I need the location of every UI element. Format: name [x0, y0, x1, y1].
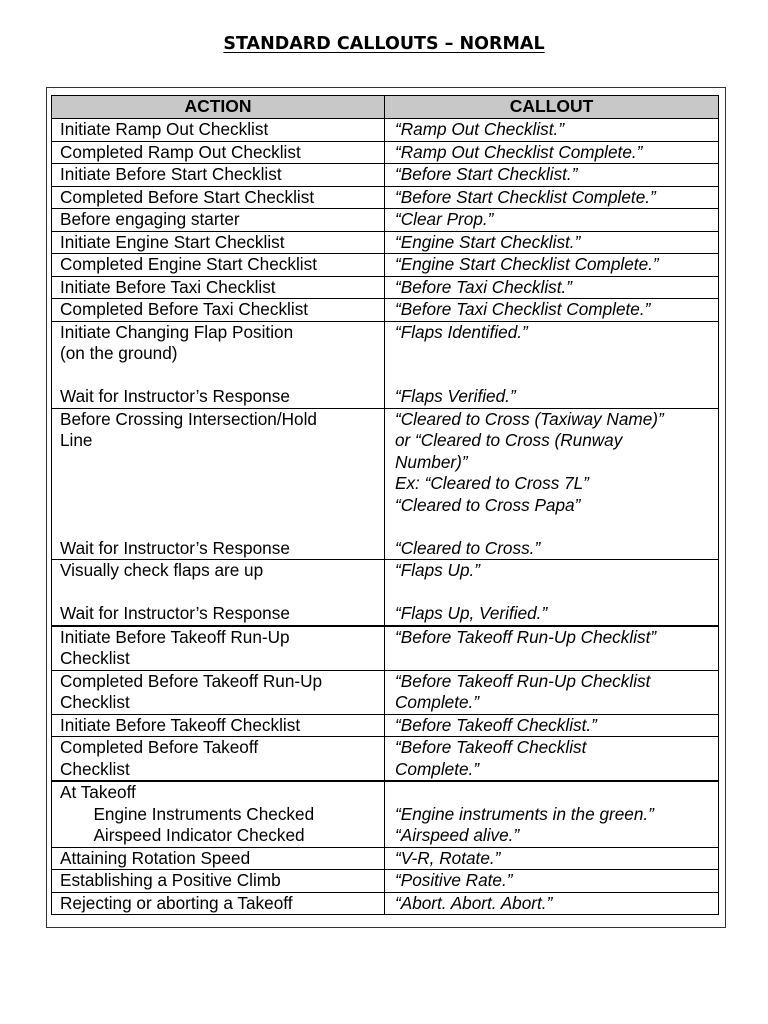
action-cell: Initiate Changing Flap Position (on the ground) Wait for Instructor’s Response — [52, 321, 385, 408]
table-row — [52, 560, 719, 626]
callout-cell: “Before Start Checklist Complete.” — [385, 186, 719, 209]
callout-cell: “Engine instruments in the green.” “Airspeed alive.” — [385, 781, 719, 847]
action-cell: Initiate Engine Start Checklist — [52, 231, 385, 254]
action-cell: Completed Before Start Checklist — [52, 186, 385, 209]
callout-cell: “Engine Start Checklist Complete.” — [385, 254, 719, 277]
action-cell: Initiate Ramp Out Checklist — [52, 119, 385, 142]
callout-cell: “Abort. Abort. Abort.” — [385, 892, 719, 915]
column-header-callout: CALLOUT — [385, 96, 719, 119]
callout-cell: “Clear Prop.” — [385, 209, 719, 232]
table-row — [52, 781, 719, 847]
table-row — [52, 870, 719, 893]
callout-cell: “Before Start Checklist.” — [385, 164, 719, 187]
action-cell: Initiate Before Taxi Checklist — [52, 276, 385, 299]
action-cell: Completed Engine Start Checklist — [52, 254, 385, 277]
table-row — [52, 254, 719, 277]
table-row — [52, 164, 719, 187]
table-header-row — [52, 96, 719, 119]
action-cell: Completed Before Takeoff Checklist — [52, 737, 385, 782]
action-cell: Initiate Before Start Checklist — [52, 164, 385, 187]
table-row — [52, 892, 719, 915]
callout-cell: “Flaps Up.” “Flaps Up, Verified.” — [385, 560, 719, 626]
table-row — [52, 299, 719, 322]
callout-cell: “Before Takeoff Checklist.” — [385, 714, 719, 737]
callout-cell: “Before Taxi Checklist Complete.” — [385, 299, 719, 322]
action-cell: Before Crossing Intersection/Hold Line Wait for Instructor’s Response — [52, 408, 385, 560]
action-cell: Initiate Before Takeoff Run-Up Checklist — [52, 626, 385, 671]
table-row — [52, 737, 719, 782]
action-cell: At Takeoff Engine Instruments Checked Airspeed Indicator Checked — [52, 781, 385, 847]
action-cell: Rejecting or aborting a Takeoff — [52, 892, 385, 915]
table-row — [52, 670, 719, 714]
callouts-table — [51, 95, 719, 915]
callout-cell: “Engine Start Checklist.” — [385, 231, 719, 254]
table-row — [52, 186, 719, 209]
callout-cell: “Cleared to Cross (Taxiway Name)” or “Cleared to Cross (Runway Number)” Ex: “Cleared to Cross 7L” “Cleared to Cross Papa” “Cleared to Cross.” — [385, 408, 719, 560]
callout-cell: “Before Takeoff Checklist Complete.” — [385, 737, 719, 782]
table-row — [52, 141, 719, 164]
action-cell: Completed Before Taxi Checklist — [52, 299, 385, 322]
action-cell: Completed Before Takeoff Run-Up Checklist — [52, 670, 385, 714]
column-header-action: ACTION — [52, 96, 385, 119]
table-row — [52, 209, 719, 232]
page-title: STANDARD CALLOUTS – NORMAL — [223, 34, 545, 54]
callout-cell: “Flaps Identified.” “Flaps Verified.” — [385, 321, 719, 408]
table-row — [52, 714, 719, 737]
table-row — [52, 626, 719, 671]
table-row — [52, 231, 719, 254]
table-row — [52, 321, 719, 408]
table-row — [52, 408, 719, 560]
action-cell: Visually check flaps are up Wait for Instructor’s Response — [52, 560, 385, 626]
action-cell: Initiate Before Takeoff Checklist — [52, 714, 385, 737]
action-cell: Attaining Rotation Speed — [52, 847, 385, 870]
table-row — [52, 119, 719, 142]
action-cell: Before engaging starter — [52, 209, 385, 232]
callout-cell: “Before Takeoff Run-Up Checklist Complete.” — [385, 670, 719, 714]
callout-cell: “V-R, Rotate.” — [385, 847, 719, 870]
callout-cell: “Ramp Out Checklist Complete.” — [385, 141, 719, 164]
table-row — [52, 847, 719, 870]
callout-cell: “Before Taxi Checklist.” — [385, 276, 719, 299]
table-row — [52, 276, 719, 299]
action-cell: Completed Ramp Out Checklist — [52, 141, 385, 164]
callout-cell: “Positive Rate.” — [385, 870, 719, 893]
callout-cell: “Before Takeoff Run-Up Checklist” — [385, 626, 719, 671]
action-cell: Establishing a Positive Climb — [52, 870, 385, 893]
callout-cell: “Ramp Out Checklist.” — [385, 119, 719, 142]
